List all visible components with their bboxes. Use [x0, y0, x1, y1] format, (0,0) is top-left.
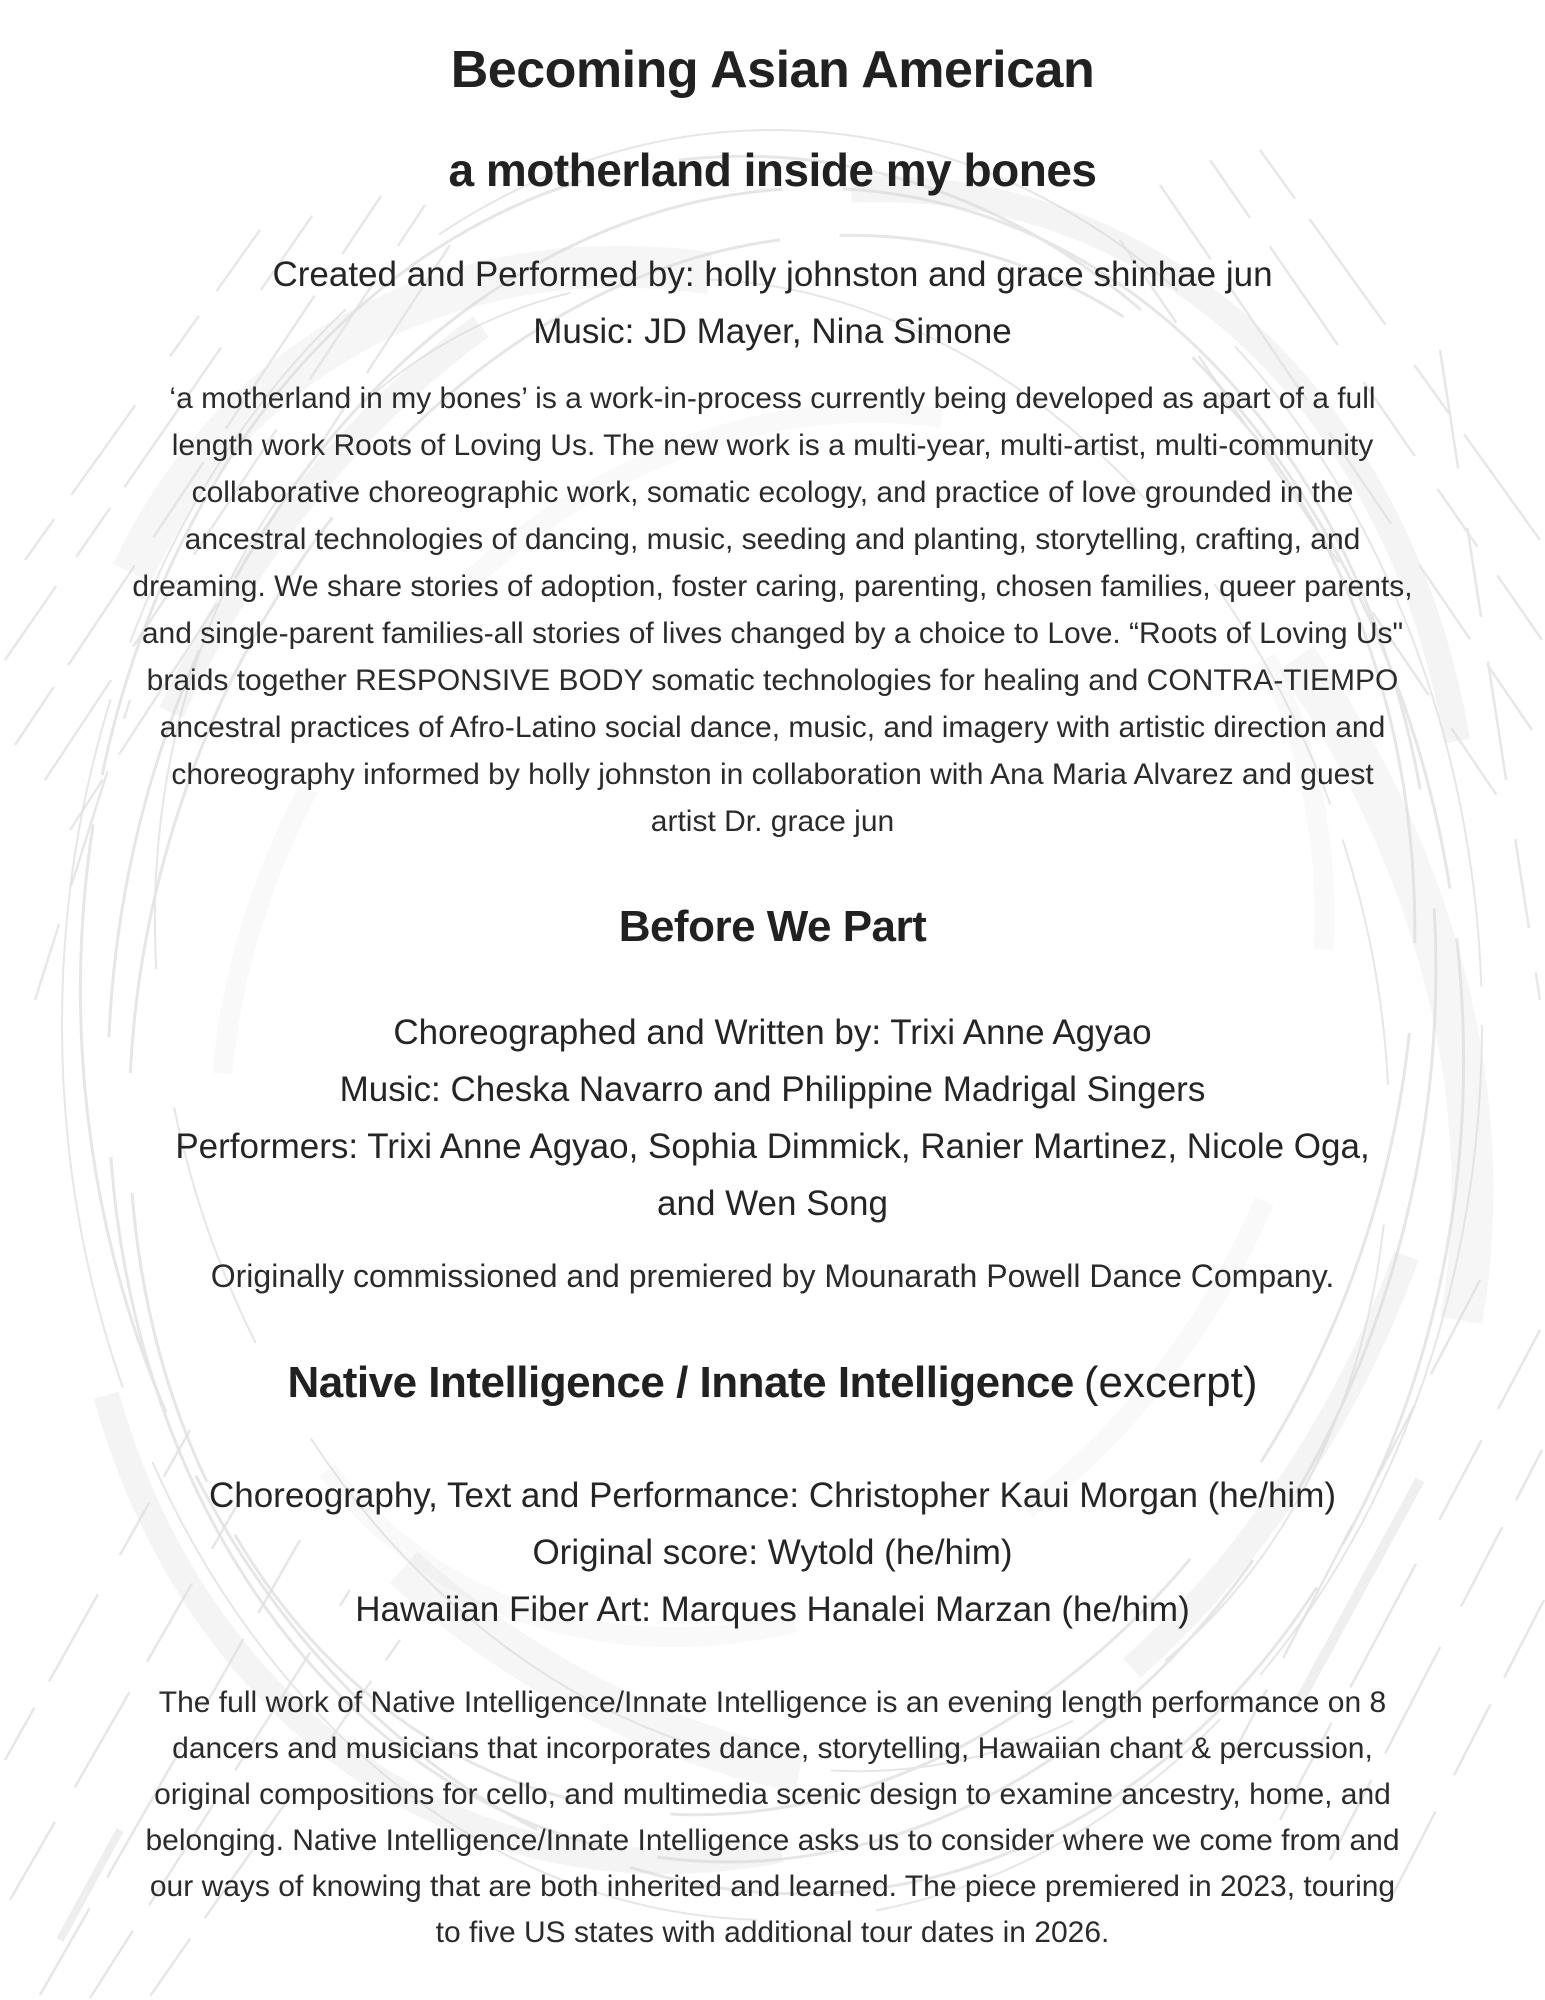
- before-we-part-credits: [0, 1004, 1545, 1232]
- description-line: ‘a motherland in my bones’ is a work-in-process currently being developed as apart of a full: [169, 382, 1376, 415]
- section-title-before-we-part: Before We Part: [618, 902, 927, 951]
- native-intelligence-credits: [0, 1467, 1545, 1638]
- credit-line: Choreographed and Written by: Trixi Anne Agyao: [393, 1013, 1152, 1052]
- description-line: The full work of Native Intelligence/Innate Intelligence is an evening length performance on 8: [158, 1686, 1387, 1719]
- credit-line: Original score: Wytold (he/him): [532, 1533, 1013, 1572]
- section-title-excerpt-label: (excerpt): [1083, 1358, 1258, 1407]
- description-line: length work Roots of Loving Us. The new work is a multi-year, multi-artist, multi-community: [171, 429, 1374, 462]
- description-line: ancestral technologies of dancing, music, seeding and planting, storytelling, crafting, and: [184, 523, 1361, 556]
- program-description: [0, 375, 1545, 845]
- credit-line: Choreography, Text and Performance: Christopher Kaui Morgan (he/him): [208, 1476, 1337, 1515]
- program-subtitle: a motherland inside my bones: [448, 144, 1097, 196]
- credit-line: Music: Cheska Navarro and Philippine Madrigal Singers: [339, 1070, 1206, 1109]
- description-line: dancers and musicians that incorporates dance, storytelling, Hawaiian chant & percussion,: [172, 1732, 1373, 1765]
- description-line: dreaming. We share stories of adoption, foster caring, parenting, chosen families, queer parents,: [132, 570, 1413, 603]
- page-title: Becoming Asian American: [450, 41, 1095, 99]
- description-line: artist Dr. grace jun: [650, 805, 895, 838]
- description-line: belonging. Native Intelligence/Innate Intelligence asks us to consider where we come from and: [145, 1824, 1400, 1857]
- section-title-bold: Native Intelligence / Innate Intelligence: [287, 1358, 1074, 1407]
- program-credits: [0, 246, 1545, 360]
- description-line: braids together RESPONSIVE BODY somatic technologies for healing and CONTRA-TIEMPO: [146, 664, 1399, 697]
- description-line: original compositions for cello, and multimedia scenic design to examine ancestry, home, and: [154, 1778, 1391, 1811]
- credit-line: Performers: Trixi Anne Agyao, Sophia Dimmick, Ranier Martinez, Nicole Oga,: [175, 1127, 1370, 1166]
- description-line: to five US states with additional tour dates in 2026.: [435, 1916, 1110, 1949]
- section-title-native-intelligence: [0, 1352, 1545, 1414]
- credit-line: Music: JD Mayer, Nina Simone: [533, 312, 1012, 351]
- native-intelligence-description: [0, 1680, 1545, 1956]
- description-line: our ways of knowing that are both inherited and learned. The piece premiered in 2023, touring: [149, 1870, 1396, 1903]
- description-line: ancestral practices of Afro-Latino social dance, music, and imagery with artistic direction and: [159, 711, 1386, 744]
- description-line: and single-parent families-all stories of lives changed by a choice to Love. “Roots of Loving Us": [141, 617, 1404, 650]
- commission-note: Originally commissioned and premiered by Mounarath Powell Dance Company.: [210, 1258, 1335, 1294]
- description-line: choreography informed by holly johnston in collaboration with Ana Maria Alvarez and guest: [171, 758, 1374, 791]
- credit-line: Created and Performed by: holly johnston and grace shinhae jun: [272, 255, 1273, 294]
- credit-line: and Wen Song: [657, 1184, 888, 1223]
- description-line: collaborative choreographic work, somatic ecology, and practice of love grounded in the: [191, 476, 1354, 509]
- credit-line: Hawaiian Fiber Art: Marques Hanalei Marzan (he/him): [355, 1590, 1190, 1629]
